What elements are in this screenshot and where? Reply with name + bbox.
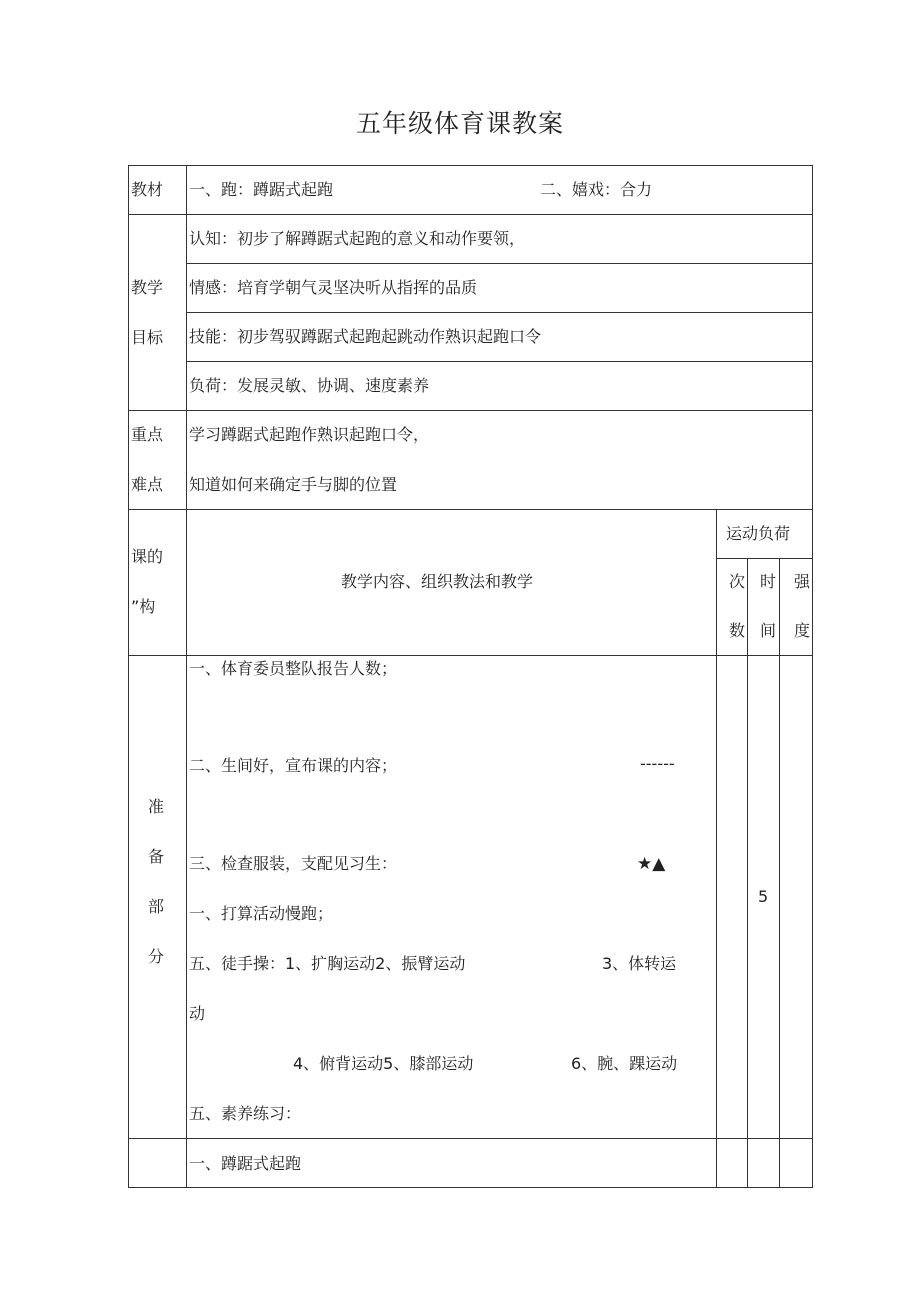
structure-label-line1: 课的 [131,547,164,566]
key-point-1: 学习蹲踞式起跑作熟识起跑口令， [189,425,430,444]
prep-line-6: 4、俯背运动5、膝部运动 [293,1054,474,1073]
prep-line-4: 一、打算活动慢跑； [189,904,334,923]
prep-line-7: 五、素养练习： [189,1104,302,1123]
prep-label-char: 部 [148,897,165,916]
page-title: 五年级体育课教案 [355,109,564,138]
time-header-2: 间 [760,621,777,640]
formation-dashes: ------ [640,754,675,773]
content-header: 教学内容、组织教法和教学 [341,572,534,591]
key-points-label-line2: 难点 [131,475,164,494]
intensity-header-2: 度 [794,621,811,640]
prep-line-1: 一、体育委员整队报告人数； [189,659,398,678]
key-point-2: 知道如何来确定手与脚的位置 [189,475,398,494]
material-label: 教材 [131,180,164,199]
prep-label-char: 分 [148,947,165,966]
material-item-run: 一、跑：蹲踞式起跑 [189,180,334,199]
goal-emotion: 情感：培育学朝气灵坚决听从指挥的品质 [189,278,478,297]
basic-line-1: 一、蹲踞式起跑 [189,1154,302,1173]
prep-label-char: 备 [148,847,165,866]
prep-line-2: 二、生间好，宣布课的内容； [189,756,398,775]
prep-line-5-continued: 动 [189,1004,206,1023]
key-points-label-line1: 重点 [131,425,164,444]
goal-load: 负荷：发展灵敏、协调、速度素养 [189,376,430,395]
structure-label-line2: ”构 [131,597,156,616]
prep-time-value: 5 [758,887,769,906]
count-header-1: 次 [729,572,746,591]
count-header-2: 数 [729,621,746,640]
prep-label-char: 准 [148,797,165,816]
goal-skill: 技能：初步驾驭蹲踞式起跑起跳动作熟识起跑口令 [189,327,542,346]
material-item-game: 二、嬉戏：合力 [540,180,653,199]
goals-label-line2: 目标 [131,328,164,347]
goal-cognition: 认知：初步了解蹲踞式起跑的意义和动作要领， [189,229,526,248]
prep-line-6-part2: 6、腕、踝运动 [571,1054,678,1073]
prep-line-3: 三、检查服装，支配见习生： [189,854,398,873]
intensity-header-1: 强 [794,572,811,591]
prep-line-5: 五、徒手操：1、扩胸运动2、振臂运动 [189,954,466,973]
goals-label-line1: 教学 [131,278,164,297]
star-triangle-symbols: ★▲ [637,854,666,874]
prep-line-5-part2: 3、体转运 [602,954,677,973]
load-header: 运动负荷 [726,524,791,543]
time-header-1: 时 [760,572,777,591]
